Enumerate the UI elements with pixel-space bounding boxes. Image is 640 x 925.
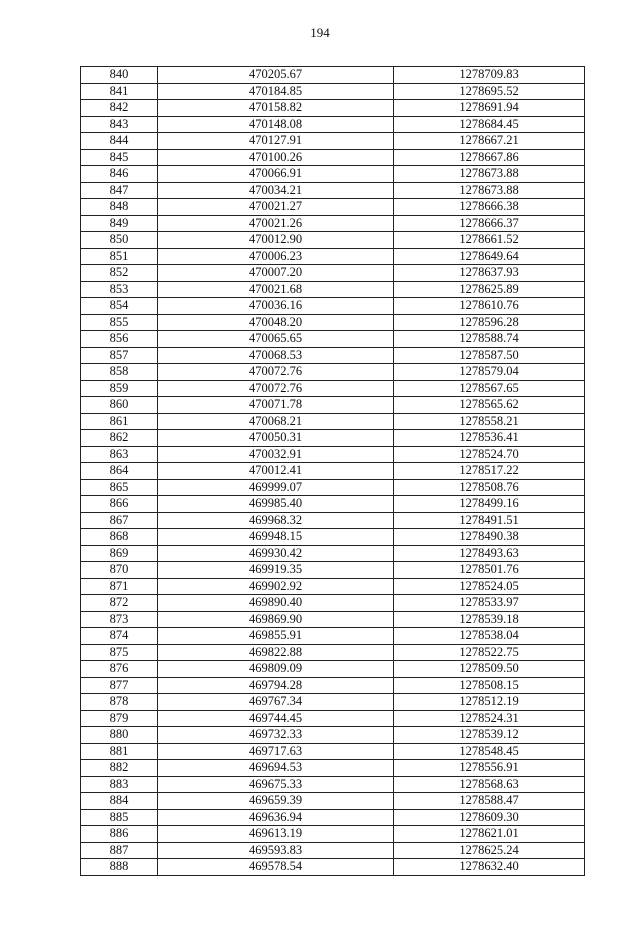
x-coordinate-cell: 469794.28 bbox=[158, 677, 394, 694]
point-number-cell: 887 bbox=[81, 842, 158, 859]
table-row bbox=[81, 446, 585, 463]
point-number-cell: 840 bbox=[81, 67, 158, 84]
y-coordinate-cell: 1278588.74 bbox=[394, 331, 585, 348]
point-number-cell: 842 bbox=[81, 100, 158, 117]
x-coordinate-cell: 469767.34 bbox=[158, 694, 394, 711]
y-coordinate-cell: 1278596.28 bbox=[394, 314, 585, 331]
table-row bbox=[81, 265, 585, 282]
table-row bbox=[81, 430, 585, 447]
x-coordinate-cell: 470205.67 bbox=[158, 67, 394, 84]
point-number-cell: 863 bbox=[81, 446, 158, 463]
y-coordinate-cell: 1278637.93 bbox=[394, 265, 585, 282]
y-coordinate-cell: 1278538.04 bbox=[394, 628, 585, 645]
x-coordinate-cell: 469930.42 bbox=[158, 545, 394, 562]
y-coordinate-cell: 1278558.21 bbox=[394, 413, 585, 430]
y-coordinate-cell: 1278524.70 bbox=[394, 446, 585, 463]
y-coordinate-cell: 1278632.40 bbox=[394, 859, 585, 876]
table-row bbox=[81, 661, 585, 678]
x-coordinate-cell: 470048.20 bbox=[158, 314, 394, 331]
y-coordinate-cell: 1278579.04 bbox=[394, 364, 585, 381]
x-coordinate-cell: 470036.16 bbox=[158, 298, 394, 315]
y-coordinate-cell: 1278548.45 bbox=[394, 743, 585, 760]
table-row bbox=[81, 595, 585, 612]
x-coordinate-cell: 469902.92 bbox=[158, 578, 394, 595]
table-row bbox=[81, 83, 585, 100]
table-row bbox=[81, 199, 585, 216]
x-coordinate-cell: 469717.63 bbox=[158, 743, 394, 760]
x-coordinate-cell: 469578.54 bbox=[158, 859, 394, 876]
point-number-cell: 877 bbox=[81, 677, 158, 694]
x-coordinate-cell: 470072.76 bbox=[158, 364, 394, 381]
y-coordinate-cell: 1278695.52 bbox=[394, 83, 585, 100]
y-coordinate-cell: 1278625.24 bbox=[394, 842, 585, 859]
x-coordinate-cell: 470021.68 bbox=[158, 281, 394, 298]
point-number-cell: 855 bbox=[81, 314, 158, 331]
x-coordinate-cell: 470050.31 bbox=[158, 430, 394, 447]
point-number-cell: 864 bbox=[81, 463, 158, 480]
y-coordinate-cell: 1278491.51 bbox=[394, 512, 585, 529]
x-coordinate-cell: 470158.82 bbox=[158, 100, 394, 117]
point-number-cell: 874 bbox=[81, 628, 158, 645]
table-row bbox=[81, 463, 585, 480]
point-number-cell: 845 bbox=[81, 149, 158, 166]
y-coordinate-cell: 1278691.94 bbox=[394, 100, 585, 117]
y-coordinate-cell: 1278666.38 bbox=[394, 199, 585, 216]
point-number-cell: 851 bbox=[81, 248, 158, 265]
point-number-cell: 883 bbox=[81, 776, 158, 793]
y-coordinate-cell: 1278508.76 bbox=[394, 479, 585, 496]
coordinates-table bbox=[80, 66, 585, 876]
y-coordinate-cell: 1278621.01 bbox=[394, 826, 585, 843]
point-number-cell: 850 bbox=[81, 232, 158, 249]
point-number-cell: 880 bbox=[81, 727, 158, 744]
x-coordinate-cell: 469822.88 bbox=[158, 644, 394, 661]
point-number-cell: 868 bbox=[81, 529, 158, 546]
point-number-cell: 866 bbox=[81, 496, 158, 513]
x-coordinate-cell: 469659.39 bbox=[158, 793, 394, 810]
y-coordinate-cell: 1278512.19 bbox=[394, 694, 585, 711]
x-coordinate-cell: 470007.20 bbox=[158, 265, 394, 282]
y-coordinate-cell: 1278509.50 bbox=[394, 661, 585, 678]
point-number-cell: 854 bbox=[81, 298, 158, 315]
x-coordinate-cell: 470032.91 bbox=[158, 446, 394, 463]
point-number-cell: 861 bbox=[81, 413, 158, 430]
x-coordinate-cell: 469809.09 bbox=[158, 661, 394, 678]
table-row bbox=[81, 397, 585, 414]
x-coordinate-cell: 470021.27 bbox=[158, 199, 394, 216]
x-coordinate-cell: 469613.19 bbox=[158, 826, 394, 843]
y-coordinate-cell: 1278556.91 bbox=[394, 760, 585, 777]
point-number-cell: 879 bbox=[81, 710, 158, 727]
x-coordinate-cell: 469890.40 bbox=[158, 595, 394, 612]
y-coordinate-cell: 1278565.62 bbox=[394, 397, 585, 414]
table-row bbox=[81, 479, 585, 496]
y-coordinate-cell: 1278709.83 bbox=[394, 67, 585, 84]
table-row bbox=[81, 529, 585, 546]
point-number-cell: 875 bbox=[81, 644, 158, 661]
table-row bbox=[81, 859, 585, 876]
point-number-cell: 876 bbox=[81, 661, 158, 678]
point-number-cell: 862 bbox=[81, 430, 158, 447]
point-number-cell: 869 bbox=[81, 545, 158, 562]
page-number: 194 bbox=[310, 25, 330, 40]
point-number-cell: 870 bbox=[81, 562, 158, 579]
y-coordinate-cell: 1278567.65 bbox=[394, 380, 585, 397]
x-coordinate-cell: 470012.90 bbox=[158, 232, 394, 249]
table-row bbox=[81, 281, 585, 298]
y-coordinate-cell: 1278533.97 bbox=[394, 595, 585, 612]
point-number-cell: 873 bbox=[81, 611, 158, 628]
x-coordinate-cell: 469999.07 bbox=[158, 479, 394, 496]
y-coordinate-cell: 1278684.45 bbox=[394, 116, 585, 133]
table-row bbox=[81, 182, 585, 199]
y-coordinate-cell: 1278610.76 bbox=[394, 298, 585, 315]
point-number-cell: 888 bbox=[81, 859, 158, 876]
table-row bbox=[81, 496, 585, 513]
table-row bbox=[81, 149, 585, 166]
table-row bbox=[81, 298, 585, 315]
table-row bbox=[81, 644, 585, 661]
y-coordinate-cell: 1278588.47 bbox=[394, 793, 585, 810]
y-coordinate-cell: 1278673.88 bbox=[394, 182, 585, 199]
table-row bbox=[81, 331, 585, 348]
table-row bbox=[81, 67, 585, 84]
table-row bbox=[81, 793, 585, 810]
y-coordinate-cell: 1278666.37 bbox=[394, 215, 585, 232]
point-number-cell: 878 bbox=[81, 694, 158, 711]
x-coordinate-cell: 470072.76 bbox=[158, 380, 394, 397]
y-coordinate-cell: 1278517.22 bbox=[394, 463, 585, 480]
x-coordinate-cell: 470012.41 bbox=[158, 463, 394, 480]
point-number-cell: 844 bbox=[81, 133, 158, 150]
point-number-cell: 841 bbox=[81, 83, 158, 100]
table-row bbox=[81, 826, 585, 843]
y-coordinate-cell: 1278568.63 bbox=[394, 776, 585, 793]
table-row bbox=[81, 215, 585, 232]
table-row bbox=[81, 166, 585, 183]
table-row bbox=[81, 545, 585, 562]
x-coordinate-cell: 469732.33 bbox=[158, 727, 394, 744]
y-coordinate-cell: 1278524.05 bbox=[394, 578, 585, 595]
x-coordinate-cell: 470068.21 bbox=[158, 413, 394, 430]
y-coordinate-cell: 1278490.38 bbox=[394, 529, 585, 546]
table-row bbox=[81, 347, 585, 364]
point-number-cell: 843 bbox=[81, 116, 158, 133]
point-number-cell: 871 bbox=[81, 578, 158, 595]
table-row bbox=[81, 727, 585, 744]
x-coordinate-cell: 469636.94 bbox=[158, 809, 394, 826]
table-row bbox=[81, 413, 585, 430]
table-row bbox=[81, 809, 585, 826]
point-number-cell: 849 bbox=[81, 215, 158, 232]
x-coordinate-cell: 470006.23 bbox=[158, 248, 394, 265]
point-number-cell: 882 bbox=[81, 760, 158, 777]
table-row bbox=[81, 578, 585, 595]
point-number-cell: 872 bbox=[81, 595, 158, 612]
table-row bbox=[81, 248, 585, 265]
table-row bbox=[81, 842, 585, 859]
x-coordinate-cell: 470034.21 bbox=[158, 182, 394, 199]
y-coordinate-cell: 1278609.30 bbox=[394, 809, 585, 826]
x-coordinate-cell: 470100.26 bbox=[158, 149, 394, 166]
y-coordinate-cell: 1278493.63 bbox=[394, 545, 585, 562]
point-number-cell: 853 bbox=[81, 281, 158, 298]
y-coordinate-cell: 1278499.16 bbox=[394, 496, 585, 513]
point-number-cell: 846 bbox=[81, 166, 158, 183]
point-number-cell: 860 bbox=[81, 397, 158, 414]
y-coordinate-cell: 1278524.31 bbox=[394, 710, 585, 727]
point-number-cell: 852 bbox=[81, 265, 158, 282]
table-row bbox=[81, 380, 585, 397]
x-coordinate-cell: 470068.53 bbox=[158, 347, 394, 364]
table-row bbox=[81, 760, 585, 777]
point-number-cell: 847 bbox=[81, 182, 158, 199]
table-row bbox=[81, 314, 585, 331]
table-row bbox=[81, 628, 585, 645]
x-coordinate-cell: 470066.91 bbox=[158, 166, 394, 183]
x-coordinate-cell: 470127.91 bbox=[158, 133, 394, 150]
x-coordinate-cell: 469694.53 bbox=[158, 760, 394, 777]
table-row bbox=[81, 710, 585, 727]
table-row bbox=[81, 512, 585, 529]
x-coordinate-cell: 469675.33 bbox=[158, 776, 394, 793]
table-row bbox=[81, 743, 585, 760]
x-coordinate-cell: 469593.83 bbox=[158, 842, 394, 859]
table-row bbox=[81, 562, 585, 579]
y-coordinate-cell: 1278667.21 bbox=[394, 133, 585, 150]
y-coordinate-cell: 1278536.41 bbox=[394, 430, 585, 447]
point-number-cell: 856 bbox=[81, 331, 158, 348]
y-coordinate-cell: 1278539.18 bbox=[394, 611, 585, 628]
y-coordinate-cell: 1278522.75 bbox=[394, 644, 585, 661]
table-row bbox=[81, 776, 585, 793]
y-coordinate-cell: 1278508.15 bbox=[394, 677, 585, 694]
x-coordinate-cell: 469855.91 bbox=[158, 628, 394, 645]
y-coordinate-cell: 1278661.52 bbox=[394, 232, 585, 249]
point-number-cell: 865 bbox=[81, 479, 158, 496]
table-row bbox=[81, 677, 585, 694]
point-number-cell: 858 bbox=[81, 364, 158, 381]
x-coordinate-cell: 469744.45 bbox=[158, 710, 394, 727]
point-number-cell: 886 bbox=[81, 826, 158, 843]
point-number-cell: 859 bbox=[81, 380, 158, 397]
table-row bbox=[81, 694, 585, 711]
point-number-cell: 884 bbox=[81, 793, 158, 810]
y-coordinate-cell: 1278587.50 bbox=[394, 347, 585, 364]
y-coordinate-cell: 1278539.12 bbox=[394, 727, 585, 744]
table-row bbox=[81, 232, 585, 249]
point-number-cell: 848 bbox=[81, 199, 158, 216]
y-coordinate-cell: 1278667.86 bbox=[394, 149, 585, 166]
x-coordinate-cell: 469919.35 bbox=[158, 562, 394, 579]
point-number-cell: 881 bbox=[81, 743, 158, 760]
point-number-cell: 885 bbox=[81, 809, 158, 826]
point-number-cell: 857 bbox=[81, 347, 158, 364]
table-row bbox=[81, 133, 585, 150]
table-row bbox=[81, 364, 585, 381]
x-coordinate-cell: 470184.85 bbox=[158, 83, 394, 100]
table-row bbox=[81, 100, 585, 117]
x-coordinate-cell: 469948.15 bbox=[158, 529, 394, 546]
x-coordinate-cell: 469968.32 bbox=[158, 512, 394, 529]
point-number-cell: 867 bbox=[81, 512, 158, 529]
x-coordinate-cell: 470065.65 bbox=[158, 331, 394, 348]
x-coordinate-cell: 470148.08 bbox=[158, 116, 394, 133]
x-coordinate-cell: 470021.26 bbox=[158, 215, 394, 232]
x-coordinate-cell: 469869.90 bbox=[158, 611, 394, 628]
x-coordinate-cell: 469985.40 bbox=[158, 496, 394, 513]
y-coordinate-cell: 1278625.89 bbox=[394, 281, 585, 298]
coordinates-table-body bbox=[81, 67, 585, 876]
table-row bbox=[81, 116, 585, 133]
x-coordinate-cell: 470071.78 bbox=[158, 397, 394, 414]
y-coordinate-cell: 1278649.64 bbox=[394, 248, 585, 265]
table-row bbox=[81, 611, 585, 628]
y-coordinate-cell: 1278673.88 bbox=[394, 166, 585, 183]
y-coordinate-cell: 1278501.76 bbox=[394, 562, 585, 579]
